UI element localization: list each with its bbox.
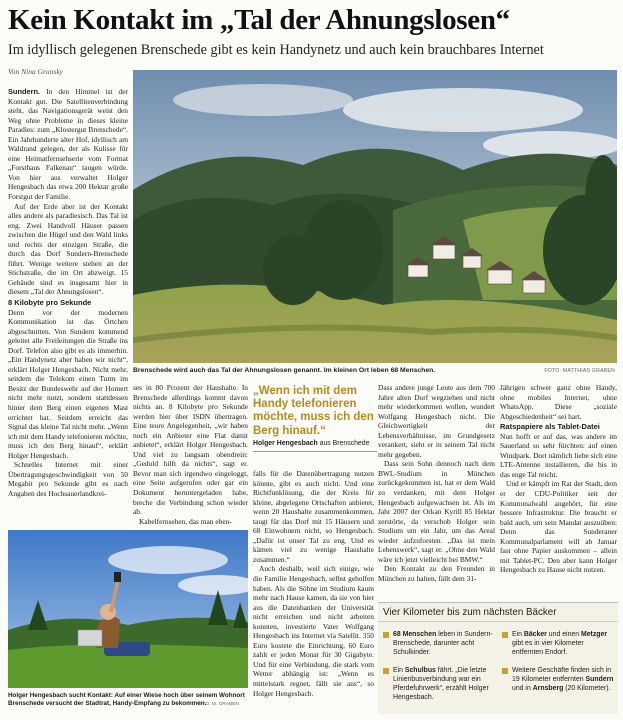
paragraph: ses in 80 Prozent der Haushalte. In Brenschede allerdings kommt davon nichts an. 8 Kilobyte pro Sekunde werden hier über ISDN übertragen. Eine teure Angelegenheit, „wir haben noch ein Anbieter eine Flat damit anbietet“, erklärt Holger Hengesbach. Und viel zu langsam obendrein: „Geduld hilft da nichts“, sagt er. Bevor man sich irgendwo eingeloggt, eine Seite aufgerufen oder gar ein Dokument heruntergeladen habe, breche die Verbindung schon wieder ab. bbox=[133, 383, 248, 517]
article-column-4 bbox=[378, 383, 495, 597]
info-item bbox=[383, 667, 493, 703]
quote-place: aus Brenschede bbox=[317, 439, 370, 447]
small-photo-credit: FOTO: M. GRABEN bbox=[196, 702, 239, 707]
info-item bbox=[383, 631, 493, 658]
info-item-text: (20 Kilometer). bbox=[563, 684, 611, 692]
info-item-text: gibt es in vier Kilometer entfernten Endorf. bbox=[512, 639, 584, 656]
info-item-text: Weitere Geschäfte finden sich in 19 Kilometer entfernten bbox=[512, 667, 612, 683]
paragraph: Dass andere junge Leute aus dem 700 Jahre alten Dorf wegziehen und nicht mehr wiederkommen wollen, wundert Wolfgang Hengesbach nicht. Die Gleichwertigkeit der Lebensverhältnisse, im Grundgesetz verankert, sieht er in seinem Tal nicht mehr gegeben. bbox=[378, 383, 495, 459]
info-item-bold: Bäcker bbox=[523, 631, 547, 638]
valley-landscape-image bbox=[133, 70, 617, 363]
paragraph: Auch deshalb, weil sich einige, wie die Familie Hengesbach, selbst geholfen haben. Als die Söhne im Studium kaum mehr nach Hause kamen, da sie von hier aus die Datenbanken der Universität nicht erreichen und nicht arbeiten konnten, investierte Vater Wolfgang Hengesbach ins Internet via Satellit. 350 Euro kostete die Einrichtung, 60 Euro zahlt er jeden Monat für 30 Gigabyte. Und für eine Verbindung, die stark vom Wetter abhängig ist: „Wenn es mittelstark regnet, fällt sie aus“, so Holger Hengesbach. bbox=[253, 564, 374, 698]
man-on-meadow-image bbox=[8, 530, 248, 688]
main-photo-valley bbox=[133, 70, 617, 363]
small-photo-caption: Holger Hengesbach sucht Kontakt: Auf einer Wiese hoch über seinem Wohnort Brenschede versucht der Stadtrat, Handy-Empfang zu bekommen. bbox=[8, 692, 245, 707]
info-item-bold: Sundern bbox=[585, 675, 614, 683]
bullet-marker bbox=[383, 632, 389, 638]
info-item-text: und in bbox=[512, 684, 533, 692]
paragraph: Jährigen schwer ganz ohne Handy, ohne mobiles Internet, ohne WhatsApp. Diese „soziale Abgeschiedenheit“ sei hart. bbox=[500, 383, 617, 421]
quote-author: Holger Hengesbach bbox=[253, 439, 318, 447]
info-item-text: fährt. „Die letzte Linienbusverbindung war ein Pferdefuhrwerk“, erzählt Holger Hengesbach. bbox=[393, 667, 489, 701]
main-photo-caption: Brenschede wird auch das Tal der Ahnungslosen genannt. Im kleinen Ort leben 68 Menschen. bbox=[133, 367, 436, 374]
paragraph: Auf der Erde aber ist der Kontakt alles andere als paradiesisch. Das Tal ist eng. Zwei Handvoll Häuser passen zwischen die Hügel und den Wald links und rechts der einzigen Straße, die durch das Dorf Sundern-Brenschede führt. Wenige weitere stehen an der Stichstraße, die im Ort abzweigt. 15 Gebäude sind es insgesamt hier in diesem „Tal der Ahnungslosen“. bbox=[8, 201, 128, 297]
paragraph: Dass sein Sohn dennoch nach dem BWL-Studium in München zurückgekommen ist, hat er dem Wald zu verdanken, mit dem Holger Hengesbach aufgewachsen ist. Als im Jahr 2007 der Orkan Kyrill 85 Hektar zerstörte, da verschob Holger sein Studium um ein Jahr, um das Areal wieder aufzuforsten. „Das ist mein Lebenswerk“, sagt er. „Ohne den Wald wäre ich jetzt vielleicht bei BMW.“ bbox=[378, 459, 495, 564]
article-column-5 bbox=[500, 383, 617, 597]
paragraph-text: In den Himmel ist der Kontakt gut. Die Satellitenverbindung steht, das Navigationsgerät weist den Weg ohne Probleme in dieses kleine Paradies: zum „Klostergut Brenschede“. Ein Jahrhunderte alter Hof, idyllisch am Waldrand gelegen, der als Kulisse für eine Heimatfernsehserie vom Format „Forsthaus Falkenau“ taugen würde. Von hier aus verwaltet Holger Hengesbach das etwa 200 Hektar große Forstgut der Familie. bbox=[8, 87, 128, 202]
article-column-1 bbox=[8, 87, 128, 525]
paragraph: Denn vor der modernen Kommunikation ist das Örtchen abgeschnitten. Von Sundern kommend geleitet alle Freileitungen die Straße ins Dorf. Telefon also gibt es als immerhin. „Ein Handynetz aber haben wir nicht“, erklärt Holger Hengesbach. Nicht mehr, seitdem die Telekom einen Turm im Besitz der Bundeswehr auf der Homert nicht mehr nutzt, sondern stattdessen hinter dem Berg einen eigenen Mast errichtet hat. Seitdem erreicht das Signal das kleine Tal nicht mehr. „Wenn ich mit dem Handy telefonieren möchte, muss ich den Berg hinauf“, erklärt Holger Hengesbach. bbox=[8, 307, 128, 460]
quote-text: „Wenn ich mit dem Handy telefonieren möchte, muss ich den Berg hinauf.“ bbox=[253, 385, 374, 437]
bullet-marker bbox=[502, 668, 508, 674]
paragraph: Schnelles Internet mit einer Übertragungsgeschwindigkeit von 50 Megabit pro Sekunde gibt es nach Angaben des Hochsauerlandkrei- bbox=[8, 460, 128, 498]
dateline: Sundern. bbox=[8, 87, 41, 96]
subheadline: Im idyllisch gelegenen Brenschede gibt es kein Handynetz und auch kein brauchbares Internet bbox=[8, 42, 544, 58]
paragraph: falls für die Datenübertragung nutzen könnte, gibt es auch nicht. Und eine Richtfunklösung, die der Kreis für kleine, abgelegene Ortschaften anbietet, wenn 20 Haushalte zusammenkommen, taugt für das Dorf mit 15 Häusern und 68 Einwohnern nicht, so Hengesbach. „Dafür ist unser Tal zu eng. Und es kämen viel zu wenige Haushalte zusammen.“ bbox=[253, 469, 374, 564]
article-column-3 bbox=[253, 469, 374, 714]
info-item-bold: Schulbus bbox=[404, 667, 436, 674]
pull-quote bbox=[253, 385, 377, 452]
info-item-text: leben in Sundern-Brenschede, darunter acht Schulkinder. bbox=[393, 631, 493, 656]
paragraph: Nun hofft er auf das, was andere im Sauerland so sehr fürchten: auf einen Windpark. Dort nämlich liebe sich eine LTE-Antenne installieren, die bis in das enge Tal reicht. bbox=[500, 431, 617, 479]
quote-attribution bbox=[253, 440, 377, 447]
headline: Kein Kontakt im „Tal der Ahnungslosen“ bbox=[8, 4, 510, 36]
info-item-bold: Metzger bbox=[580, 631, 608, 638]
info-item-text: Ein bbox=[393, 667, 405, 674]
paragraph: Und er kämpft im Rat der Stadt, dem er der CDU-Politiker seit der Kommunalwahl angehört, für eine bessere Infrastruktur. Die braucht er bald auch, um sein Mandat auszuüben: Denn das Sunderaner Kommunalparlament will ab Januar fast ohne Papier auskommen – allein mit Tablet-PC. Den aber kann Holger Hengesbach zu Hause nicht nutzen. bbox=[500, 479, 617, 575]
bullet-marker bbox=[383, 668, 389, 674]
section-heading: 8 Kilobyte pro Sekunde bbox=[8, 298, 92, 308]
info-box-title: Vier Kilometer bis zum nächsten Bäcker bbox=[378, 603, 618, 622]
paragraph: Kabelfernsehen, das man eben- bbox=[139, 516, 232, 526]
byline: Von Nina Grunsky bbox=[8, 67, 63, 76]
paragraph bbox=[8, 87, 128, 202]
info-item-bold: 68 Menschen bbox=[393, 631, 437, 638]
paragraph: Den Kontakt zu den Freunden in München zu halten, fällt dem 31- bbox=[378, 564, 495, 583]
info-item-text: und einen bbox=[546, 631, 581, 638]
info-box bbox=[378, 602, 618, 714]
info-item-bold: Arnsberg bbox=[532, 684, 564, 692]
info-item bbox=[502, 631, 614, 658]
section-heading: Ratspapiere als Tablet-Datei bbox=[500, 422, 600, 432]
bullet-marker bbox=[502, 632, 508, 638]
quote-divider bbox=[253, 451, 377, 452]
info-item bbox=[502, 667, 614, 694]
info-item-text: Ein bbox=[512, 631, 524, 638]
article-column-2 bbox=[133, 383, 248, 528]
photo-man-with-phone bbox=[8, 530, 248, 688]
main-photo-credit: FOTO: MATTHIAS GRABEN bbox=[544, 368, 615, 374]
